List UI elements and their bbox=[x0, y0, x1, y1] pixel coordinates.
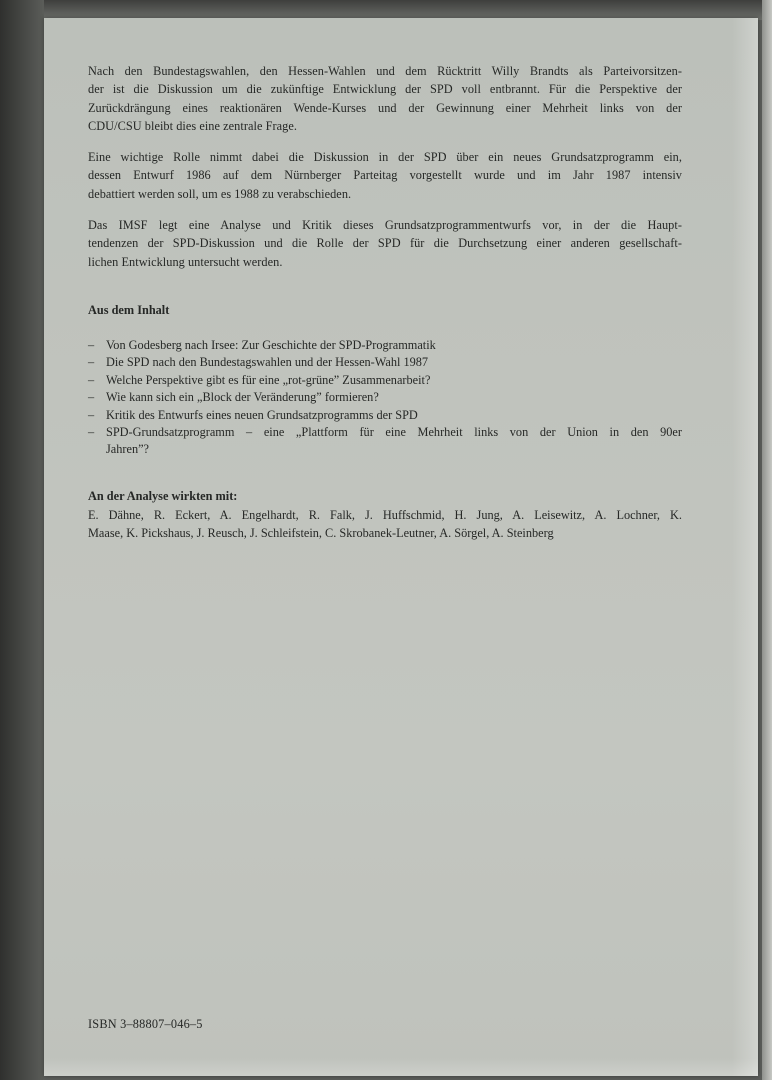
authors-heading: An der Analyse wirkten mit: bbox=[88, 489, 238, 503]
contents-heading: Aus dem Inhalt bbox=[88, 303, 170, 317]
contents-list bbox=[88, 337, 682, 459]
photo-backdrop-top bbox=[0, 0, 772, 20]
list-item bbox=[88, 354, 682, 371]
photo-backdrop-right bbox=[762, 0, 772, 1080]
text-line: der ist die Diskussion um die zukünftige Entwicklung der SPD voll entbrannt. Für die Perspektive der bbox=[88, 82, 682, 97]
list-item bbox=[88, 407, 682, 424]
list-item-text: Die SPD nach den Bundestagswahlen und der Hessen-Wahl 1987 bbox=[106, 355, 429, 370]
authors-list bbox=[88, 506, 682, 542]
dash-bullet: – bbox=[88, 390, 95, 405]
dash-bullet: – bbox=[88, 407, 95, 422]
text-line: Das IMSF legt eine Analyse und Kritik dieses Grundsatzprogrammentwurfs vor, in der die Haupt- bbox=[88, 218, 682, 232]
intro-paragraph-3 bbox=[88, 216, 682, 271]
list-item-text: SPD-Grundsatzprogramm – eine „Plattform für eine Mehrheit links von der Union in den 90er bbox=[106, 425, 682, 440]
dash-bullet: – bbox=[88, 355, 95, 370]
book-back-cover bbox=[44, 18, 758, 1076]
text-line: tendenzen der SPD-Diskussion und die Rolle der SPD für die Durchsetzung einer anderen gesellschaft- bbox=[88, 236, 682, 251]
dash-bullet: – bbox=[88, 338, 95, 352]
text-line: dessen Entwurf 1986 auf dem Nürnberger Parteitag vorgestellt wurde und im Jahr 1987 intensiv bbox=[88, 168, 682, 183]
list-item bbox=[88, 372, 682, 389]
text-line: CDU/CSU bleibt dies eine zentrale Frage. bbox=[88, 119, 297, 134]
text-line: debattiert werden soll, um es 1988 zu verabschieden. bbox=[88, 186, 352, 201]
photo-backdrop-left bbox=[0, 0, 44, 1080]
text-line: lichen Entwicklung untersucht werden. bbox=[88, 254, 283, 269]
text-line: Zurückdrängung eines reaktionären Wende-Kurses und der Gewinnung einer Mehrheit links von der bbox=[88, 100, 682, 115]
list-item-text: Kritik des Entwurfs eines neuen Grundsatzprogramms der SPD bbox=[106, 407, 418, 422]
intro-paragraph-2 bbox=[88, 148, 682, 203]
authors-line: E. Dähne, R. Eckert, A. Engelhardt, R. Falk, J. Huffschmid, H. Jung, A. Leisewitz, A. Lochner, K. bbox=[88, 508, 682, 522]
dash-bullet: – bbox=[88, 425, 95, 440]
isbn-number: ISBN 3–88807–046–5 bbox=[88, 1017, 203, 1031]
dash-bullet: – bbox=[88, 372, 95, 387]
list-item-text: Von Godesberg nach Irsee: Zur Geschichte der SPD-Programmatik bbox=[106, 338, 436, 352]
authors-line: Maase, K. Pickshaus, J. Reusch, J. Schleifstein, C. Skrobanek-Leutner, A. Sörgel, A. Steinberg bbox=[88, 526, 554, 541]
text-line: Nach den Bundestagswahlen, den Hessen-Wahlen und dem Rücktritt Willy Brandts als Parteivorsitzen- bbox=[88, 64, 682, 78]
list-item bbox=[88, 389, 682, 406]
list-item bbox=[88, 424, 682, 459]
list-item bbox=[88, 337, 682, 354]
list-item-text: Welche Perspektive gibt es für eine „rot-grüne” Zusammenarbeit? bbox=[106, 372, 431, 387]
list-item-text: Wie kann sich ein „Block der Veränderung” formieren? bbox=[106, 390, 379, 405]
text-line: Eine wichtige Rolle nimmt dabei die Diskussion in der SPD über ein neues Grundsatzprogramm ein, bbox=[88, 150, 682, 164]
intro-paragraph-1 bbox=[88, 62, 682, 136]
list-item-text-continued: Jahren”? bbox=[106, 442, 150, 457]
